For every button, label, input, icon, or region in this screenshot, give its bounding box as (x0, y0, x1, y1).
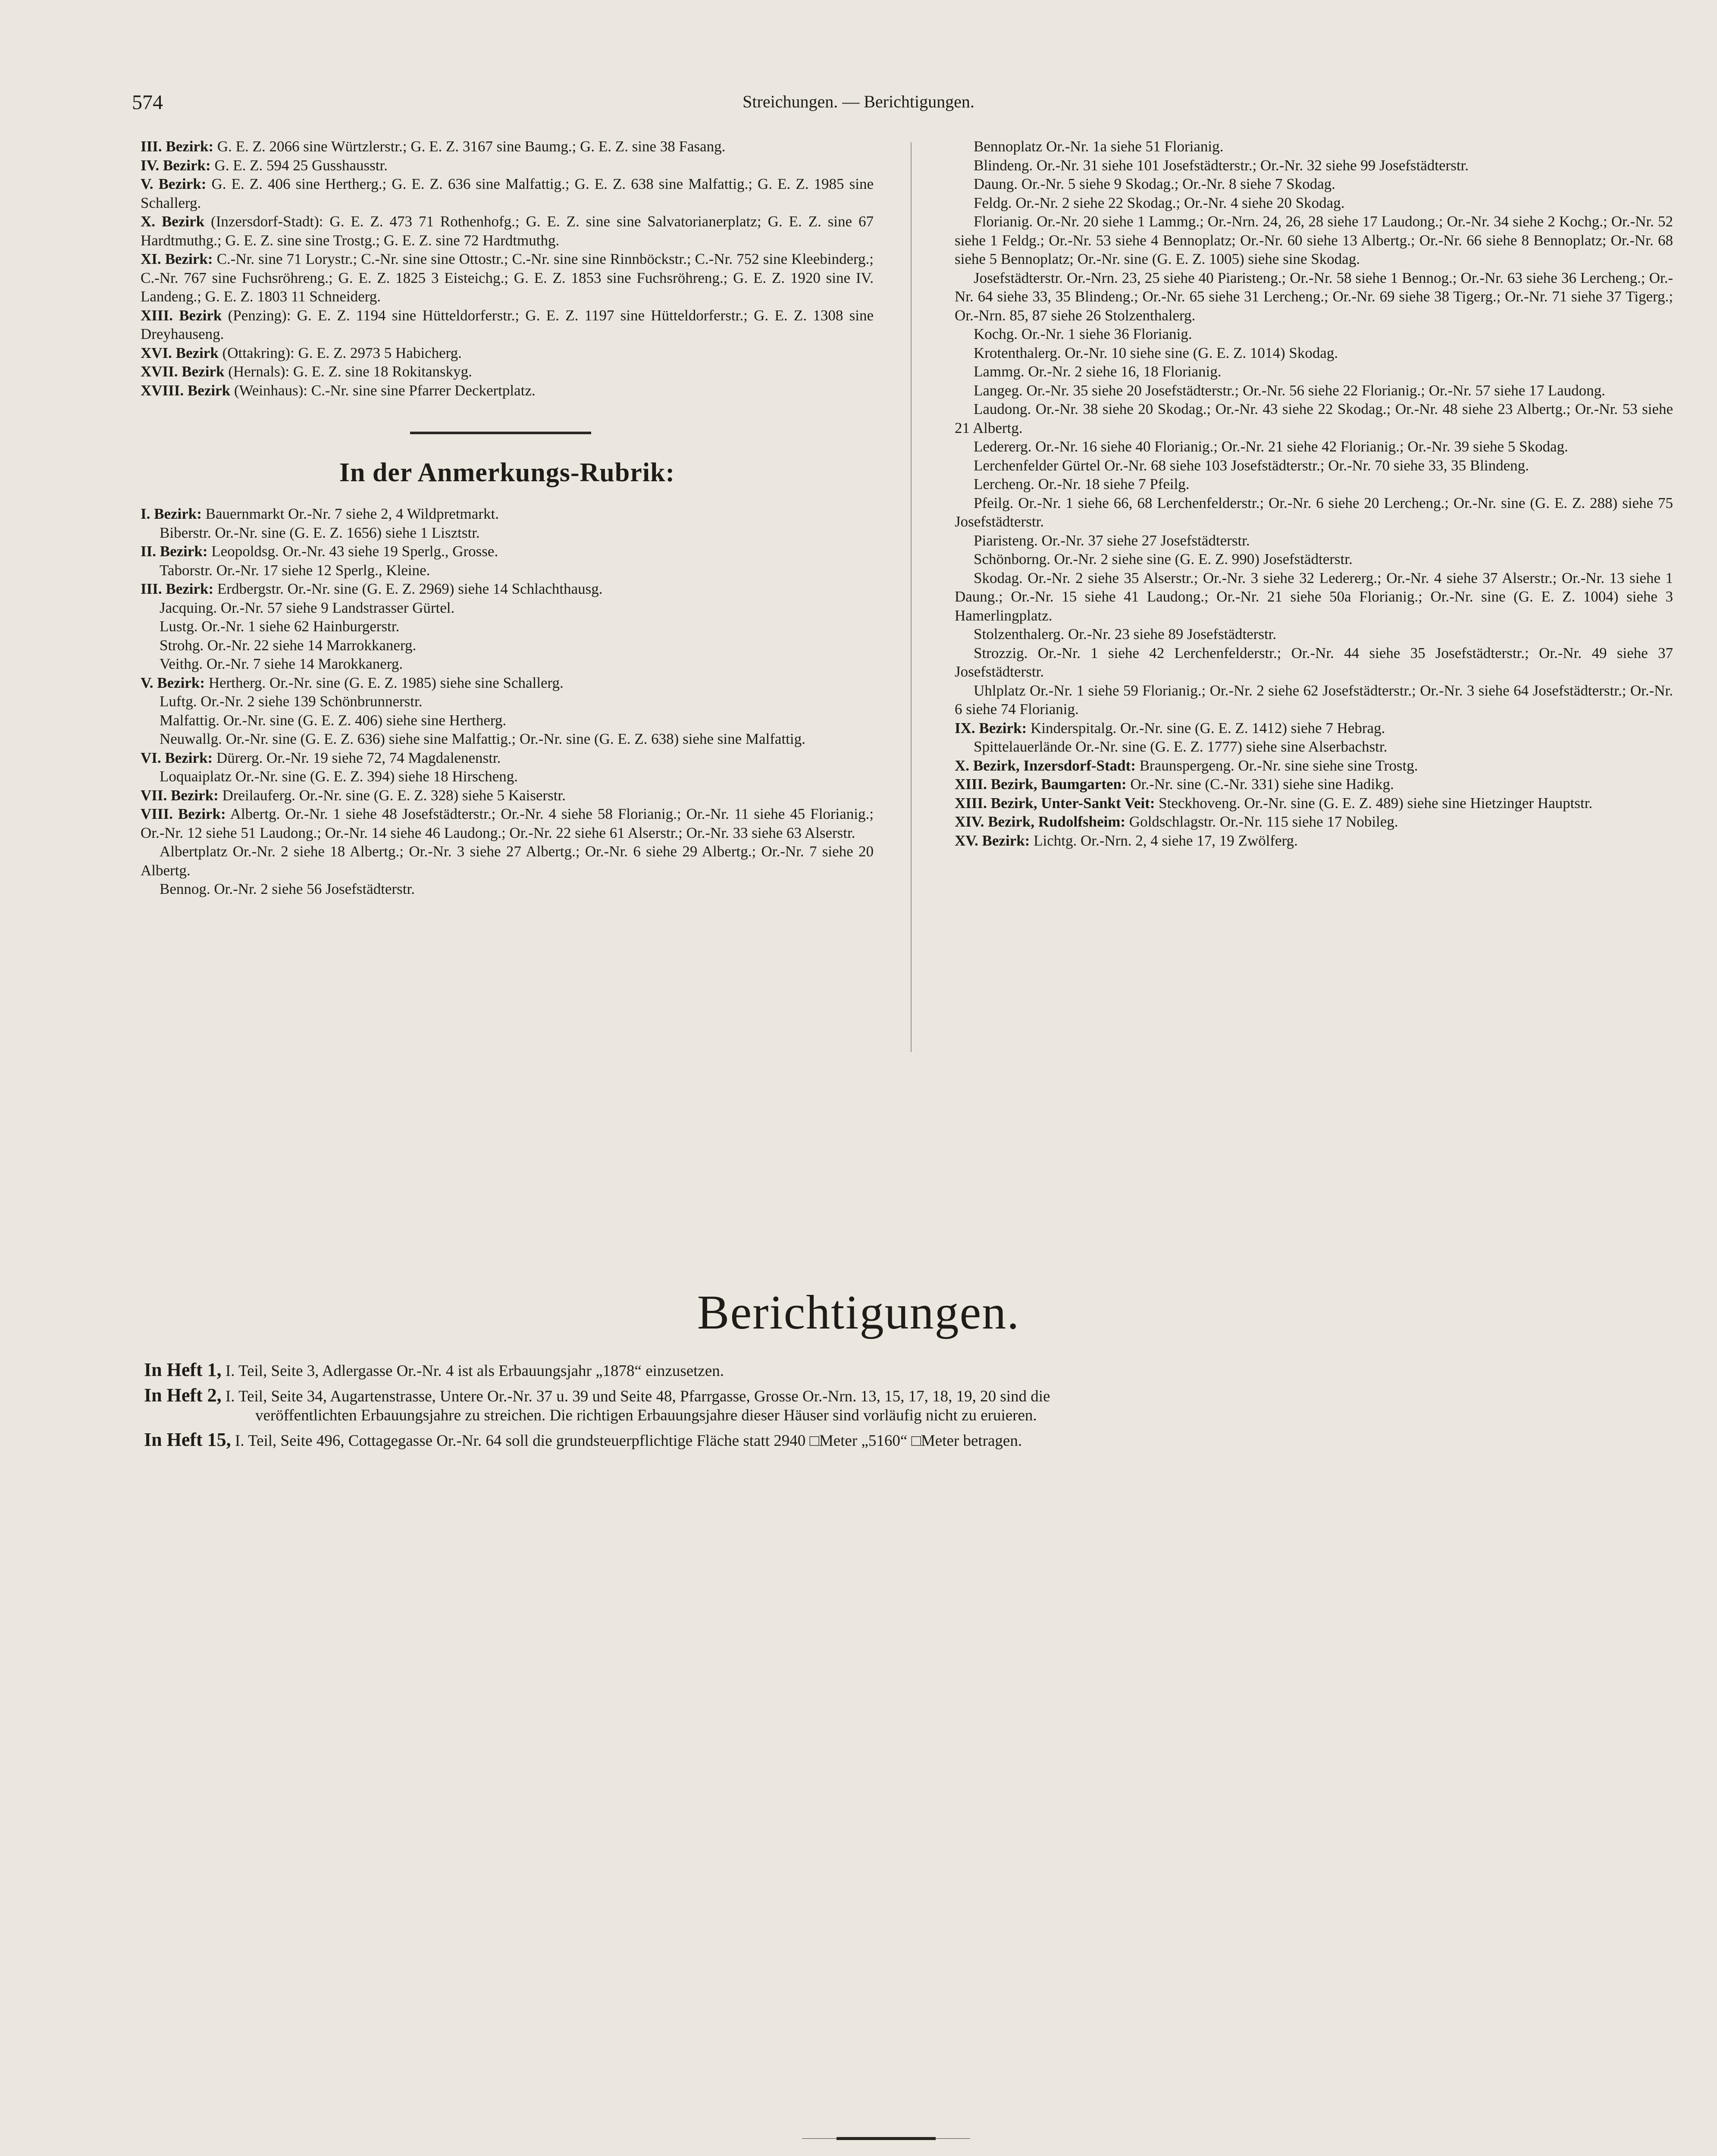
anmerkung-entry (141, 786, 874, 805)
streichung-entry (141, 306, 874, 344)
entry-text: Veithg. Or.-Nr. 7 siehe 14 Marokkanerg. (160, 655, 403, 672)
berichtigung-entry (144, 1386, 1674, 1425)
entry-text: Feldg. Or.-Nr. 2 siehe 22 Skodag.; Or.-Nr. 4 siehe 20 Skodag. (974, 194, 1345, 211)
page-number: 574 (132, 91, 163, 114)
district-label: III. Bezirk: (141, 138, 214, 155)
anmerkung-entry (141, 655, 874, 674)
anmerkung-entry (955, 137, 1673, 156)
anmerkung-entry (141, 561, 874, 580)
anmerkungen-list (141, 505, 874, 899)
anmerkung-entry (141, 880, 874, 899)
entry-text: Luftg. Or.-Nr. 2 siehe 139 Schönbrunnerstr. (160, 693, 423, 710)
district-label: I. Bezirk: (141, 505, 202, 522)
district-label: VI. Bezirk: (141, 749, 213, 766)
district-label: IX. Bezirk: (955, 719, 1027, 736)
entry-text: Pfeilg. Or.-Nr. 1 siehe 66, 68 Lerchenfelderstr.; Or.-Nr. 6 siehe 20 Lercheng.; Or.-Nr. sine (G. E. Z. 288) siehe 75 Josefstädterstr. (955, 494, 1673, 530)
anmerkung-entry (141, 599, 874, 617)
entry-text: Biberstr. Or.-Nr. sine (G. E. Z. 1656) siehe 1 Lisztstr. (160, 524, 480, 541)
entry-text: Lerchenfelder Gürtel Or.-Nr. 68 siehe 103 Josefstädterstr.; Or.-Nr. 70 siehe 33, 35 Blindeng. (974, 457, 1529, 474)
anmerkung-entry (955, 831, 1673, 850)
anmerkung-entry (955, 269, 1673, 325)
entry-text: (Hernals): G. E. Z. sine 18 Rokitanskyg. (228, 363, 472, 380)
streichungen-list (141, 137, 874, 400)
district-label: VIII. Bezirk: (141, 805, 226, 822)
berichtigung-text: I. Teil, Seite 3, Adlergasse Or.-Nr. 4 ist als Erbauungsjahr „1878“ einzusetzen. (225, 1362, 724, 1380)
anmerkung-entry (141, 636, 874, 655)
anmerkung-entry (955, 569, 1673, 625)
berichtigung-continuation: veröffentlichten Erbauungsjahre zu streichen. Die richtigen Erbauungsjahre dieser Häuser sind vorläufig nicht zu eruieren. (255, 1407, 1037, 1424)
entry-text: (Penzing): G. E. Z. 1194 sine Hütteldorferstr.; G. E. Z. 1197 sine Hütteldorferstr.; G. E. Z. 1308 sine Dreyhauseng. (141, 307, 874, 342)
entry-text: (Weinhaus): C.-Nr. sine sine Pfarrer Deckertplatz. (234, 382, 536, 399)
district-label: XIII. Bezirk, Baumgarten: (955, 776, 1127, 793)
anmerkung-entry (955, 775, 1673, 794)
entry-text: Or.-Nr. sine (C.-Nr. 331) siehe sine Hadikg. (1130, 776, 1394, 793)
anmerkung-entry (955, 156, 1673, 175)
entry-text: Ledererg. Or.-Nr. 16 siehe 40 Florianig.; Or.-Nr. 21 siehe 42 Florianig.; Or.-Nr. 39 siehe 5 Skodag. (974, 438, 1568, 455)
entry-text: Schönborng. Or.-Nr. 2 siehe sine (G. E. Z. 990) Josefstädterstr. (974, 551, 1353, 567)
anmerkungen-heading: In der Anmerkungs-Rubrik: (339, 458, 675, 487)
anmerkung-entry (955, 737, 1673, 756)
anmerkung-entry (955, 400, 1673, 437)
entry-text: Neuwallg. Or.-Nr. sine (G. E. Z. 636) siehe sine Malfattig.; Or.-Nr. sine (G. E. Z. 638) siehe sine Malfattig. (160, 730, 805, 747)
entry-text: Lichtg. Or.-Nrn. 2, 4 siehe 17, 19 Zwölferg. (1034, 832, 1298, 849)
district-label: V. Bezirk: (141, 175, 207, 192)
entry-text: Kinderspitalg. Or.-Nr. sine (G. E. Z. 1412) siehe 7 Hebrag. (1030, 719, 1385, 736)
anmerkung-entry (955, 531, 1673, 550)
entry-text: Leopoldsg. Or.-Nr. 43 siehe 19 Sperlg., Grosse. (211, 543, 498, 560)
entry-text: G. E. Z. 2066 sine Würtzlerstr.; G. E. Z. 3167 sine Baumg.; G. E. Z. sine 38 Fasang. (217, 138, 726, 155)
streichung-entry (141, 175, 874, 212)
heft-label: In Heft 1, (144, 1359, 222, 1380)
anmerkung-entry (955, 325, 1673, 344)
anmerkung-entry (955, 794, 1673, 813)
entry-text: Kochg. Or.-Nr. 1 siehe 36 Florianig. (974, 326, 1192, 342)
entry-text: Goldschlagstr. Or.-Nr. 115 siehe 17 Nobileg. (1129, 813, 1398, 830)
entry-text: Josefstädterstr. Or.-Nrn. 23, 25 siehe 40 Piaristeng.; Or.-Nr. 58 siehe 1 Bennog.; Or.-Nr. 63 siehe 36 Lercheng.; Or.-Nr. 64 siehe 33, 35 Blindeng.; Or.-Nr. 65 siehe 31 Lercheng.; Or.-Nr. 69 siehe 38 Tigerg.; Or.-Nr. 71 siehe 37 Tigerg.; Or.-Nrn. 85, 87 siehe 26 Stolzenthalerg. (955, 269, 1673, 324)
berichtigung-text: I. Teil, Seite 496, Cottagegasse Or.-Nr. 64 soll die grundsteuerpflichtige Fläche statt 2940 □Meter „5160“ □Meter betragen. (235, 1432, 1022, 1450)
entry-text: Jacquing. Or.-Nr. 57 siehe 9 Landstrasser Gürtel. (160, 599, 455, 616)
entry-text: Loquaiplatz Or.-Nr. sine (G. E. Z. 394) siehe 18 Hirscheng. (160, 768, 518, 785)
entry-text: G. E. Z. 594 25 Gusshausstr. (214, 157, 388, 174)
anmerkung-entry (955, 494, 1673, 531)
entry-text: Laudong. Or.-Nr. 38 siehe 20 Skodag.; Or.-Nr. 43 siehe 22 Skodag.; Or.-Nr. 48 siehe 23 Albertg.; Or.-Nr. 53 siehe 21 Albertg. (955, 401, 1673, 436)
entry-text: Albertg. Or.-Nr. 1 siehe 48 Josefstädterstr.; Or.-Nr. 4 siehe 58 Florianig.; Or.-Nr. 11 siehe 45 Florianig.; Or.-Nr. 12 siehe 51 Laudong.; Or.-Nr. 14 siehe 46 Laudong.; Or.-Nr. 22 siehe 61 Alserstr.; Or.-Nr. 33 siehe 63 Alserstr. (141, 805, 874, 841)
anmerkung-entry (955, 812, 1673, 831)
entry-text: Langeg. Or.-Nr. 35 siehe 20 Josefstädterstr.; Or.-Nr. 56 siehe 22 Florianig.; Or.-Nr. 57 siehe 17 Laudong. (974, 382, 1605, 399)
entry-text: Bennoplatz Or.-Nr. 1a siehe 51 Florianig. (974, 138, 1224, 155)
anmerkung-entry (955, 475, 1673, 494)
running-head: Streichungen. — Berichtigungen. (743, 92, 974, 111)
district-label: III. Bezirk: (141, 580, 214, 597)
anmerkung-entry (141, 842, 874, 880)
anmerkung-entry (955, 625, 1673, 644)
anmerkung-entry (141, 617, 874, 636)
entry-text: Blindeng. Or.-Nr. 31 siehe 101 Josefstädterstr.; Or.-Nr. 32 siehe 99 Josefstädterstr. (974, 157, 1469, 174)
entry-text: Uhlplatz Or.-Nr. 1 siehe 59 Florianig.; Or.-Nr. 2 siehe 62 Josefstädterstr.; Or.-Nr. 3 siehe 64 Josefstädterstr.; Or.-Nr. 6 siehe 74 Florianig. (955, 682, 1673, 718)
column-divider (911, 142, 912, 1052)
streichung-entry (141, 344, 874, 363)
anmerkung-entry (141, 542, 874, 561)
streichung-entry (141, 212, 874, 250)
entry-text: Lercheng. Or.-Nr. 18 siehe 7 Pfeilg. (974, 476, 1190, 492)
entry-text: Taborstr. Or.-Nr. 17 siehe 12 Sperlg., Kleine. (160, 561, 430, 579)
district-label: V. Bezirk: (141, 674, 205, 691)
anmerkung-entry (955, 456, 1673, 475)
district-label: X. Bezirk, Inzersdorf-Stadt: (955, 757, 1136, 774)
anmerkung-entry (141, 749, 874, 768)
anmerkung-entry (955, 362, 1673, 381)
entry-text: Dreilauferg. Or.-Nr. sine (G. E. Z. 328) siehe 5 Kaiserstr. (222, 787, 566, 804)
anmerkung-entry (955, 719, 1673, 738)
anmerkung-entry (141, 767, 874, 786)
heft-label: In Heft 15, (144, 1429, 231, 1450)
entry-text: Bauernmarkt Or.-Nr. 7 siehe 2, 4 Wildpretmarkt. (205, 505, 499, 522)
ornamental-rule (837, 2137, 936, 2140)
anmerkung-entry (141, 692, 874, 711)
anmerkung-entry (955, 681, 1673, 719)
anmerkungen-continued-list (955, 137, 1673, 850)
entry-text: Albertplatz Or.-Nr. 2 siehe 18 Albertg.; Or.-Nr. 3 siehe 27 Albertg.; Or.-Nr. 6 siehe 29 Albertg.; Or.-Nr. 7 siehe 20 Albertg. (141, 843, 874, 879)
entry-text: Steckhoveng. Or.-Nr. sine (G. E. Z. 489) siehe sine Hietzinger Hauptstr. (1159, 794, 1593, 812)
entry-text: Florianig. Or.-Nr. 20 siehe 1 Lammg.; Or.-Nrn. 24, 26, 28 siehe 17 Laudong.; Or.-Nr. 34 siehe 2 Kochg.; Or.-Nr. 52 siehe 1 Feldg.; Or.-Nr. 53 siehe 4 Bennoplatz; Or.-Nr. 60 siehe 13 Albertg.; Or.-Nr. 66 siehe 8 Bennoplatz; Or.-Nr. 68 siehe 5 Bennoplatz; Or.-Nr. sine (G. E. Z. 1005) siehe sine Skodag. (955, 213, 1673, 267)
entry-text: Lustg. Or.-Nr. 1 siehe 62 Hainburgerstr. (160, 618, 400, 635)
district-label: VII. Bezirk: (141, 787, 219, 804)
entry-text: G. E. Z. 406 sine Hertherg.; G. E. Z. 636 sine Malfattig.; G. E. Z. 638 sine Malfattig.; G. E. Z. 1985 sine Schallerg. (141, 175, 874, 211)
entry-text: Stolzenthalerg. Or.-Nr. 23 siehe 89 Josefstädterstr. (974, 626, 1277, 642)
entry-text: (Inzersdorf-Stadt): G. E. Z. 473 71 Rothenhofg.; G. E. Z. sine sine Salvatorianerplatz; G. E. Z. sine 67 Hardtmuthg.; G. E. Z. sine sine Trostg.; G. E. Z. sine 72 Hardtmuthg. (141, 213, 874, 249)
anmerkung-entry (141, 505, 874, 523)
district-label: XVIII. Bezirk (141, 382, 231, 399)
anmerkung-entry (141, 674, 874, 693)
district-label: IV. Bezirk: (141, 157, 211, 174)
anmerkung-entry (955, 194, 1673, 213)
district-label: XV. Bezirk: (955, 832, 1030, 849)
district-label: II. Bezirk: (141, 543, 208, 560)
entry-text: Strozzig. Or.-Nr. 1 siehe 42 Lerchenfelderstr.; Or.-Nr. 44 siehe 35 Josefstädterstr.; Or.-Nr. 49 siehe 37 Josefstädterstr. (955, 644, 1673, 680)
berichtigung-entry (144, 1360, 1674, 1381)
district-label: X. Bezirk (141, 213, 205, 230)
right-column (955, 137, 1673, 850)
district-label: XIII. Bezirk (141, 307, 222, 324)
entry-text: Dürerg. Or.-Nr. 19 siehe 72, 74 Magdalenenstr. (216, 749, 501, 766)
streichung-entry (141, 381, 874, 400)
entry-text: Lammg. Or.-Nr. 2 siehe 16, 18 Florianig. (974, 363, 1222, 380)
district-label: XVII. Bezirk (141, 363, 225, 380)
district-label: XIII. Bezirk, Unter-Sankt Veit: (955, 794, 1155, 812)
section-divider (410, 432, 591, 434)
berichtigungen-list (144, 1360, 1674, 1451)
entry-text: Bennog. Or.-Nr. 2 siehe 56 Josefstädterstr. (160, 881, 415, 897)
anmerkung-entry (141, 805, 874, 842)
anmerkung-entry (955, 175, 1673, 194)
anmerkung-entry (955, 437, 1673, 456)
entry-text: Hertherg. Or.-Nr. sine (G. E. Z. 1985) siehe sine Schallerg. (208, 674, 564, 691)
berichtigung-entry (144, 1430, 1674, 1451)
anmerkung-entry (955, 212, 1673, 269)
left-column (141, 137, 874, 899)
anmerkung-entry (955, 644, 1673, 681)
district-label: XIV. Bezirk, Rudolfsheim: (955, 813, 1126, 830)
district-label: XVI. Bezirk (141, 344, 219, 361)
anmerkung-entry (141, 730, 874, 749)
entry-text: Daung. Or.-Nr. 5 siehe 9 Skodag.; Or.-Nr. 8 siehe 7 Skodag. (974, 175, 1335, 192)
anmerkung-entry (955, 344, 1673, 363)
entry-text: Krotenthalerg. Or.-Nr. 10 siehe sine (G. E. Z. 1014) Skodag. (974, 344, 1338, 361)
entry-text: Malfattig. Or.-Nr. sine (G. E. Z. 406) siehe sine Hertherg. (160, 711, 507, 729)
district-label: XI. Bezirk: (141, 251, 213, 267)
entry-text: Strohg. Or.-Nr. 22 siehe 14 Marrokkanerg. (160, 636, 417, 654)
entry-text: Spittelauerlände Or.-Nr. sine (G. E. Z. 1777) siehe sine Alserbachstr. (974, 738, 1388, 755)
entry-text: (Ottakring): G. E. Z. 2973 5 Habicherg. (222, 344, 462, 361)
berichtigungen-title: Berichtigungen. (697, 1286, 1020, 1339)
entry-text: C.-Nr. sine 71 Lorystr.; C.-Nr. sine sine Ottostr.; C.-Nr. sine sine Rinnböckstr.; C.-Nr. 752 sine Kleebinderg.; C.-Nr. 767 sine Fuchsröhreng.; G. E. Z. 1825 3 Eisteichg.; G. E. Z. 1853 sine Fuchsröhreng.; G. E. Z. 1920 sine IV. Landeng.; G. E. Z. 1803 11 Schneiderg. (141, 251, 874, 305)
anmerkung-entry (955, 756, 1673, 775)
entry-text: Piaristeng. Or.-Nr. 37 siehe 27 Josefstädterstr. (974, 532, 1250, 549)
streichung-entry (141, 362, 874, 381)
streichung-entry (141, 250, 874, 306)
anmerkung-entry (955, 381, 1673, 400)
entry-text: Skodag. Or.-Nr. 2 siehe 35 Alserstr.; Or.-Nr. 3 siehe 32 Ledererg.; Or.-Nr. 4 siehe 37 Alserstr.; Or.-Nr. 13 siehe 1 Daung.; Or.-Nr. 15 siehe 41 Laudong.; Or.-Nr. 21 siehe 50a Florianig.; Or.-Nr. sine (G. E. Z. 1004) siehe 3 Hamerlingplatz. (955, 569, 1673, 624)
streichung-entry (141, 137, 874, 156)
entry-text: Erdbergstr. Or.-Nr. sine (G. E. Z. 2969) siehe 14 Schlachthausg. (217, 580, 603, 597)
anmerkung-entry (141, 580, 874, 599)
heft-label: In Heft 2, (144, 1385, 222, 1406)
anmerkung-entry (141, 711, 874, 730)
streichung-entry (141, 156, 874, 175)
entry-text: Braunspergeng. Or.-Nr. sine siehe sine Trostg. (1139, 757, 1418, 774)
berichtigung-text: I. Teil, Seite 34, Augartenstrasse, Untere Or.-Nr. 37 u. 39 und Seite 48, Pfarrgasse, Grosse Or.-Nrn. 13, 15, 17, 18, 19, 20 sind die (225, 1388, 1050, 1405)
anmerkung-entry (141, 523, 874, 542)
anmerkung-entry (955, 550, 1673, 569)
